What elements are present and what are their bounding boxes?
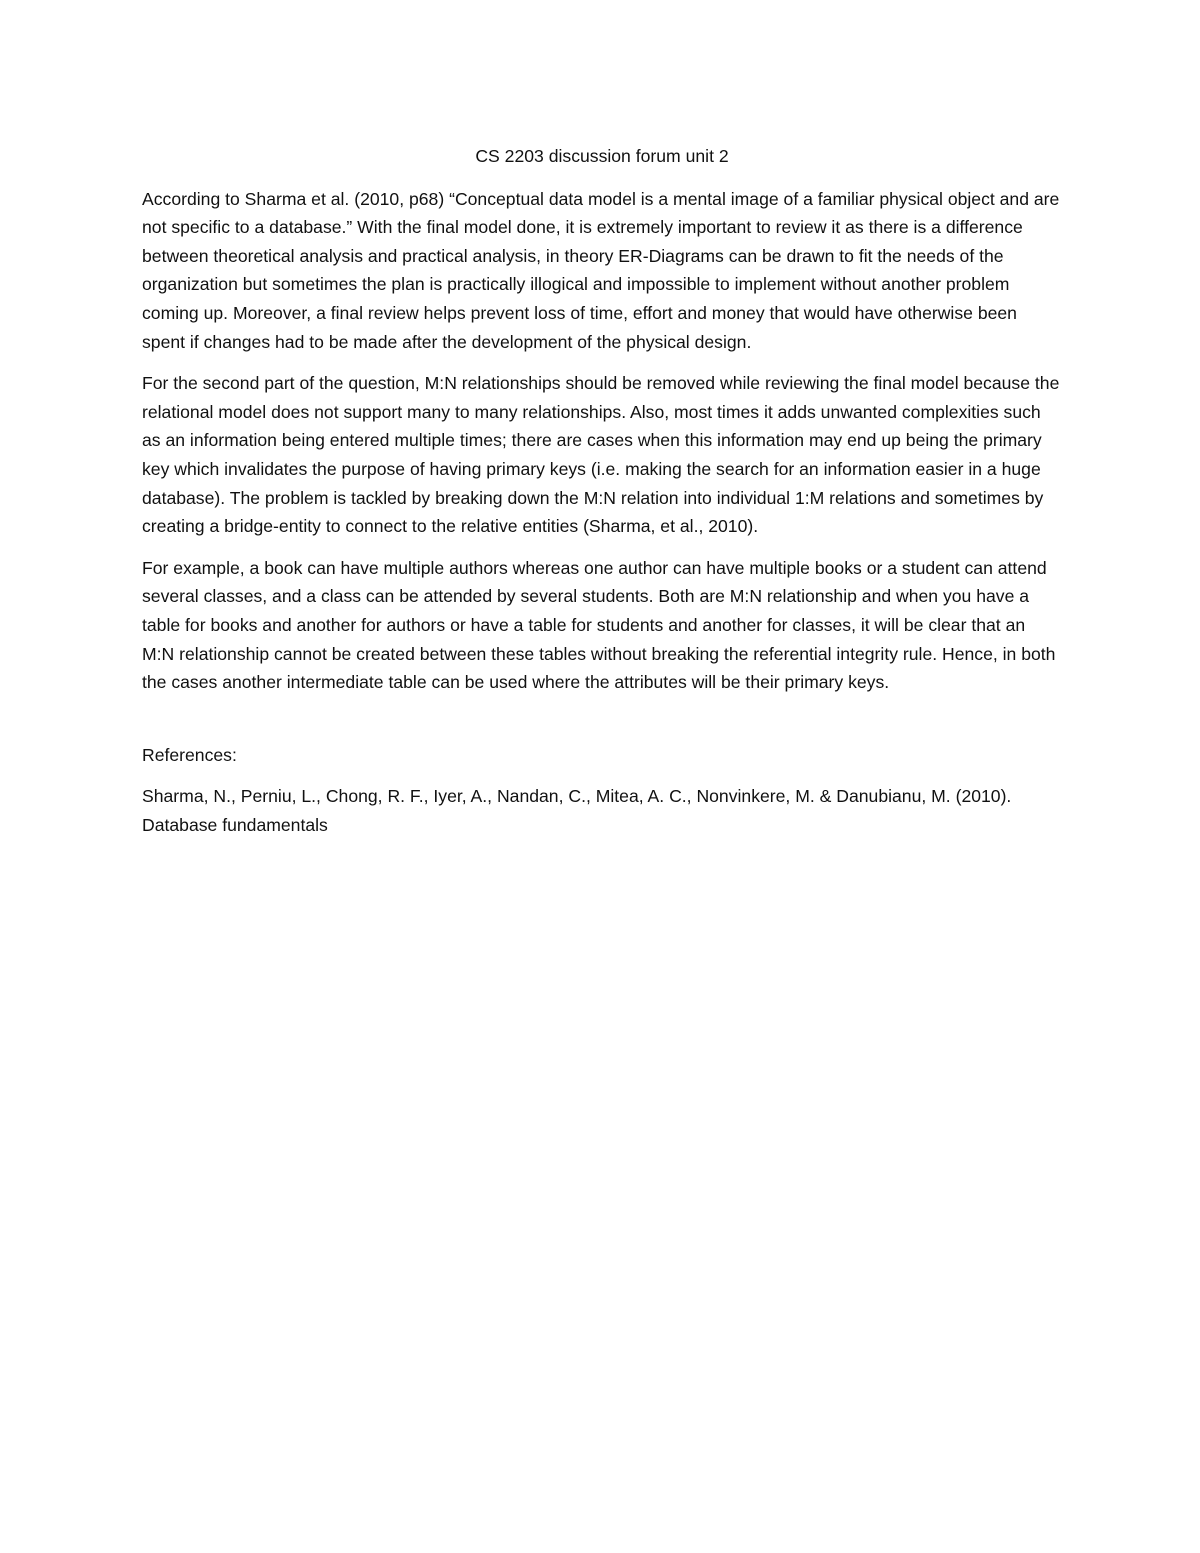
references-heading: References: xyxy=(142,744,237,765)
paragraph-example: For example, a book can have multiple authors whereas one author can have multiple books or a student can attend several classes, and a class can be attended by several students. Both are M:N relationship and when you have a table for books and another for authors or have a table for students and another for classes, it will be clear that an M:N relationship cannot be created between these tables without breaking the referential integrity rule. Hence, in both the cases another intermediate table can be used where the attributes will be their primary keys. xyxy=(142,557,1056,693)
paragraph-conceptual-model: According to Sharma et al. (2010, p68) “Conceptual data model is a mental image of a familiar physical object and are not specific to a database.” With the final model done, it is extremely important to review it as there is a difference between theoretical analysis and practical analysis, in theory ER-Diagrams can be drawn to fit the needs of the organization but sometimes the plan is practically illogical and impossible to implement without another problem coming up. Moreover, a final review helps prevent loss of time, effort and money that would have otherwise been spent if changes had to be made after the development of the physical design. xyxy=(142,188,1060,352)
reference-entry: Sharma, N., Perniu, L., Chong, R. F., Iyer, A., Nandan, C., Mitea, A. C., Nonvinkere, M. & Danubianu, M. (2010). Database fundamentals xyxy=(142,786,1012,835)
document-title: CS 2203 discussion forum unit 2 xyxy=(475,146,729,166)
references-list xyxy=(142,782,1062,839)
paragraph-mn-relationships: For the second part of the question, M:N relationships should be removed while reviewing the final model because the relational model does not support many to many relationships. Also, most times it adds unwanted complexities such as an information being entered multiple times; there are cases when this information may end up being the primary key which invalidates the purpose of having primary keys (i.e. making the search for an information easier in a huge database). The problem is tackled by breaking down the M:N relation into individual 1:M relations and sometimes by creating a bridge-entity to connect to the relative entities (Sharma, et al., 2010). xyxy=(142,373,1060,537)
document-body xyxy=(142,142,1062,852)
